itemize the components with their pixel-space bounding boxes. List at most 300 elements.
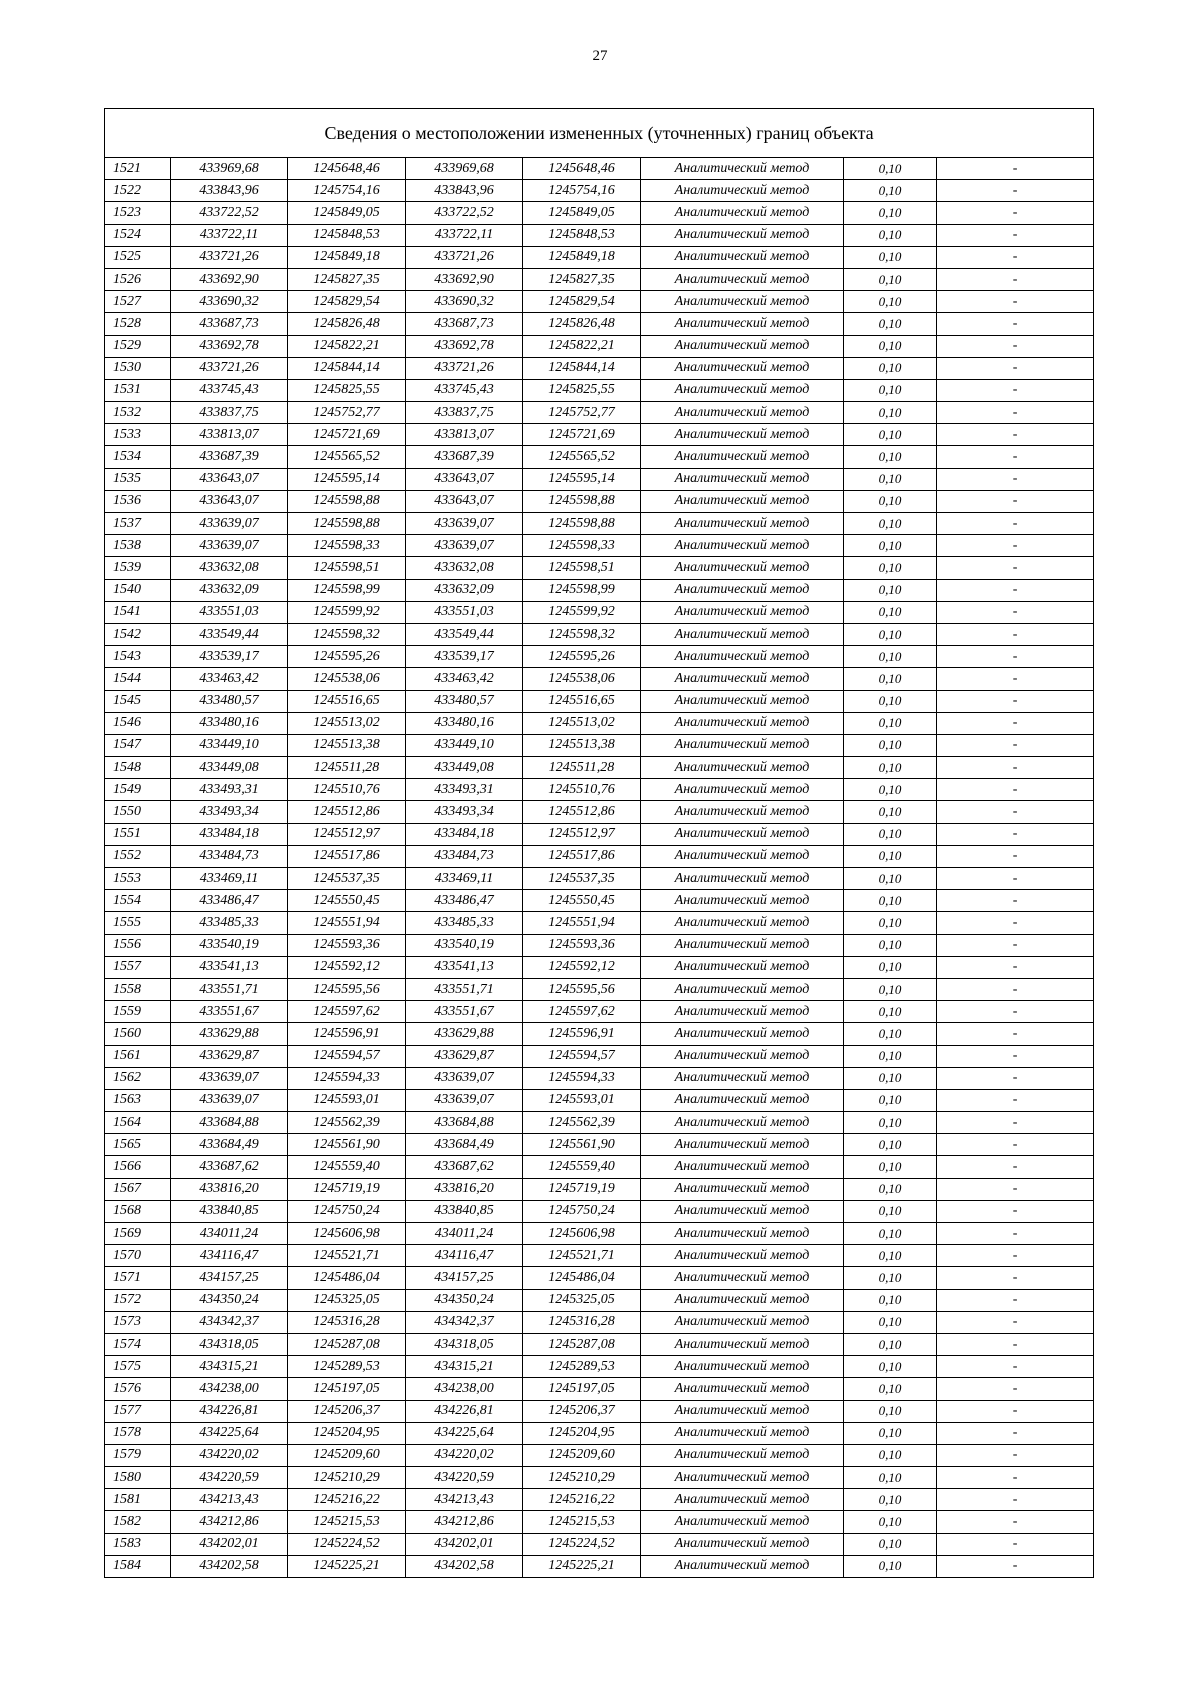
- cell-y-existing: 1245849,05: [288, 202, 406, 224]
- cell-y-existing: 1245550,45: [288, 890, 406, 912]
- cell-description: -: [937, 757, 1094, 779]
- table-row: [105, 1378, 1094, 1400]
- cell-x-existing: 434342,37: [171, 1311, 288, 1333]
- cell-precision: 0,10: [844, 845, 937, 867]
- cell-precision: 0,10: [844, 623, 937, 645]
- cell-method: Аналитический метод: [641, 1422, 844, 1444]
- table-row: [105, 779, 1094, 801]
- cell-y-existing: 1245829,54: [288, 291, 406, 313]
- cell-y-new: 1245287,08: [523, 1333, 641, 1355]
- cell-description: -: [937, 158, 1094, 180]
- cell-method: Аналитический метод: [641, 335, 844, 357]
- cell-x-new: 433722,11: [406, 224, 523, 246]
- cell-precision: 0,10: [844, 1467, 937, 1489]
- cell-y-existing: 1245593,01: [288, 1089, 406, 1111]
- cell-precision: 0,10: [844, 668, 937, 690]
- cell-x-existing: 434157,25: [171, 1267, 288, 1289]
- cell-method: Аналитический метод: [641, 1178, 844, 1200]
- cell-description: -: [937, 313, 1094, 335]
- cell-precision: 0,10: [844, 601, 937, 623]
- cell-x-existing: 433684,49: [171, 1134, 288, 1156]
- cell-y-new: 1245597,62: [523, 1001, 641, 1023]
- cell-x-existing: 433629,88: [171, 1023, 288, 1045]
- cell-y-existing: 1245225,21: [288, 1555, 406, 1577]
- cell-method: Аналитический метод: [641, 1089, 844, 1111]
- cell-y-new: 1245513,38: [523, 734, 641, 756]
- cell-description: -: [937, 1378, 1094, 1400]
- cell-method: Аналитический метод: [641, 668, 844, 690]
- cell-method: Аналитический метод: [641, 890, 844, 912]
- table-row: [105, 357, 1094, 379]
- cell-description: -: [937, 845, 1094, 867]
- cell-x-new: 434011,24: [406, 1223, 523, 1245]
- cell-description: -: [937, 1045, 1094, 1067]
- cell-y-existing: 1245216,22: [288, 1489, 406, 1511]
- cell-x-existing: 433840,85: [171, 1200, 288, 1222]
- cell-point-number: 1570: [105, 1245, 171, 1267]
- cell-description: -: [937, 1067, 1094, 1089]
- cell-method: Аналитический метод: [641, 557, 844, 579]
- cell-precision: 0,10: [844, 1045, 937, 1067]
- cell-point-number: 1533: [105, 424, 171, 446]
- table-row: [105, 734, 1094, 756]
- cell-y-existing: 1245512,86: [288, 801, 406, 823]
- cell-x-existing: 433684,88: [171, 1112, 288, 1134]
- cell-x-existing: 433687,39: [171, 446, 288, 468]
- cell-x-existing: 434220,59: [171, 1467, 288, 1489]
- cell-precision: 0,10: [844, 291, 937, 313]
- cell-description: -: [937, 1112, 1094, 1134]
- cell-x-existing: 433485,33: [171, 912, 288, 934]
- cell-y-existing: 1245510,76: [288, 779, 406, 801]
- cell-point-number: 1527: [105, 291, 171, 313]
- cell-y-new: 1245197,05: [523, 1378, 641, 1400]
- cell-method: Аналитический метод: [641, 490, 844, 512]
- cell-description: -: [937, 357, 1094, 379]
- boundary-table-container: [104, 108, 1093, 1578]
- cell-point-number: 1547: [105, 734, 171, 756]
- cell-x-new: 434350,24: [406, 1289, 523, 1311]
- cell-y-new: 1245844,14: [523, 357, 641, 379]
- cell-y-new: 1245521,71: [523, 1245, 641, 1267]
- cell-point-number: 1562: [105, 1067, 171, 1089]
- table-row: [105, 468, 1094, 490]
- cell-y-new: 1245594,33: [523, 1067, 641, 1089]
- cell-y-new: 1245517,86: [523, 845, 641, 867]
- cell-x-new: 433632,08: [406, 557, 523, 579]
- cell-y-new: 1245550,45: [523, 890, 641, 912]
- cell-point-number: 1573: [105, 1311, 171, 1333]
- cell-precision: 0,10: [844, 424, 937, 446]
- cell-point-number: 1583: [105, 1533, 171, 1555]
- cell-point-number: 1522: [105, 180, 171, 202]
- cell-y-new: 1245215,53: [523, 1511, 641, 1533]
- cell-x-existing: 433687,73: [171, 313, 288, 335]
- cell-point-number: 1566: [105, 1156, 171, 1178]
- table-row: [105, 690, 1094, 712]
- cell-y-new: 1245206,37: [523, 1400, 641, 1422]
- cell-y-new: 1245750,24: [523, 1200, 641, 1222]
- cell-y-new: 1245849,18: [523, 246, 641, 268]
- cell-point-number: 1553: [105, 868, 171, 890]
- cell-x-new: 433687,73: [406, 313, 523, 335]
- cell-point-number: 1549: [105, 779, 171, 801]
- cell-x-new: 433639,07: [406, 1089, 523, 1111]
- cell-x-existing: 433469,11: [171, 868, 288, 890]
- cell-point-number: 1563: [105, 1089, 171, 1111]
- table-title: Сведения о местоположении измененных (уточненных) границ объекта: [105, 109, 1094, 158]
- cell-method: Аналитический метод: [641, 158, 844, 180]
- cell-precision: 0,10: [844, 313, 937, 335]
- cell-x-existing: 433690,32: [171, 291, 288, 313]
- cell-precision: 0,10: [844, 402, 937, 424]
- cell-x-new: 433643,07: [406, 490, 523, 512]
- cell-point-number: 1525: [105, 246, 171, 268]
- cell-point-number: 1550: [105, 801, 171, 823]
- cell-point-number: 1523: [105, 202, 171, 224]
- table-row: [105, 490, 1094, 512]
- cell-precision: 0,10: [844, 158, 937, 180]
- cell-method: Аналитический метод: [641, 1333, 844, 1355]
- cell-description: -: [937, 513, 1094, 535]
- cell-x-existing: 433449,10: [171, 734, 288, 756]
- cell-x-new: 433816,20: [406, 1178, 523, 1200]
- cell-description: -: [937, 868, 1094, 890]
- cell-y-new: 1245551,94: [523, 912, 641, 934]
- cell-y-new: 1245559,40: [523, 1156, 641, 1178]
- cell-precision: 0,10: [844, 1333, 937, 1355]
- cell-y-existing: 1245606,98: [288, 1223, 406, 1245]
- cell-y-new: 1245825,55: [523, 379, 641, 401]
- cell-description: -: [937, 224, 1094, 246]
- cell-method: Аналитический метод: [641, 978, 844, 1000]
- cell-y-existing: 1245538,06: [288, 668, 406, 690]
- cell-precision: 0,10: [844, 202, 937, 224]
- cell-x-new: 434342,37: [406, 1311, 523, 1333]
- cell-method: Аналитический метод: [641, 845, 844, 867]
- cell-precision: 0,10: [844, 1356, 937, 1378]
- table-row: [105, 513, 1094, 535]
- cell-y-existing: 1245754,16: [288, 180, 406, 202]
- table-row: [105, 978, 1094, 1000]
- cell-method: Аналитический метод: [641, 934, 844, 956]
- cell-method: Аналитический метод: [641, 1555, 844, 1577]
- table-row: [105, 1267, 1094, 1289]
- cell-point-number: 1577: [105, 1400, 171, 1422]
- cell-y-existing: 1245822,21: [288, 335, 406, 357]
- table-row: [105, 579, 1094, 601]
- cell-precision: 0,10: [844, 1289, 937, 1311]
- cell-point-number: 1554: [105, 890, 171, 912]
- cell-x-existing: 433722,11: [171, 224, 288, 246]
- cell-description: -: [937, 1356, 1094, 1378]
- cell-x-existing: 433551,03: [171, 601, 288, 623]
- cell-precision: 0,10: [844, 224, 937, 246]
- cell-x-existing: 434350,24: [171, 1289, 288, 1311]
- cell-description: -: [937, 535, 1094, 557]
- cell-method: Аналитический метод: [641, 202, 844, 224]
- cell-y-new: 1245316,28: [523, 1311, 641, 1333]
- cell-y-new: 1245598,99: [523, 579, 641, 601]
- cell-method: Аналитический метод: [641, 357, 844, 379]
- table-row: [105, 202, 1094, 224]
- cell-x-existing: 433722,52: [171, 202, 288, 224]
- cell-precision: 0,10: [844, 823, 937, 845]
- cell-y-existing: 1245598,99: [288, 579, 406, 601]
- cell-y-existing: 1245316,28: [288, 1311, 406, 1333]
- cell-y-new: 1245565,52: [523, 446, 641, 468]
- cell-x-new: 433539,17: [406, 646, 523, 668]
- cell-y-existing: 1245521,71: [288, 1245, 406, 1267]
- cell-y-existing: 1245287,08: [288, 1333, 406, 1355]
- table-row: [105, 535, 1094, 557]
- cell-precision: 0,10: [844, 446, 937, 468]
- cell-precision: 0,10: [844, 1001, 937, 1023]
- cell-x-existing: 433449,08: [171, 757, 288, 779]
- cell-x-new: 433629,87: [406, 1045, 523, 1067]
- cell-y-existing: 1245551,94: [288, 912, 406, 934]
- cell-point-number: 1538: [105, 535, 171, 557]
- cell-x-existing: 434212,86: [171, 1511, 288, 1533]
- cell-point-number: 1535: [105, 468, 171, 490]
- cell-method: Аналитический метод: [641, 823, 844, 845]
- cell-y-new: 1245510,76: [523, 779, 641, 801]
- cell-x-existing: 433721,26: [171, 357, 288, 379]
- cell-x-new: 434116,47: [406, 1245, 523, 1267]
- cell-y-existing: 1245512,97: [288, 823, 406, 845]
- cell-x-new: 433551,03: [406, 601, 523, 623]
- cell-point-number: 1526: [105, 268, 171, 290]
- cell-method: Аналитический метод: [641, 601, 844, 623]
- cell-description: -: [937, 1311, 1094, 1333]
- cell-description: -: [937, 291, 1094, 313]
- cell-y-existing: 1245565,52: [288, 446, 406, 468]
- cell-x-new: 433687,39: [406, 446, 523, 468]
- cell-description: -: [937, 1333, 1094, 1355]
- cell-precision: 0,10: [844, 734, 937, 756]
- cell-description: -: [937, 779, 1094, 801]
- cell-method: Аналитический метод: [641, 1156, 844, 1178]
- cell-method: Аналитический метод: [641, 1311, 844, 1333]
- cell-x-existing: 434238,00: [171, 1378, 288, 1400]
- cell-x-new: 433639,07: [406, 513, 523, 535]
- cell-y-new: 1245593,01: [523, 1089, 641, 1111]
- cell-point-number: 1559: [105, 1001, 171, 1023]
- cell-precision: 0,10: [844, 1023, 937, 1045]
- cell-y-new: 1245512,97: [523, 823, 641, 845]
- cell-y-existing: 1245206,37: [288, 1400, 406, 1422]
- cell-x-existing: 433969,68: [171, 158, 288, 180]
- cell-point-number: 1581: [105, 1489, 171, 1511]
- cell-x-existing: 433540,19: [171, 934, 288, 956]
- cell-method: Аналитический метод: [641, 535, 844, 557]
- cell-y-new: 1245537,35: [523, 868, 641, 890]
- cell-y-new: 1245593,36: [523, 934, 641, 956]
- cell-method: Аналитический метод: [641, 1245, 844, 1267]
- cell-y-new: 1245209,60: [523, 1444, 641, 1466]
- cell-x-new: 433629,88: [406, 1023, 523, 1045]
- cell-description: -: [937, 690, 1094, 712]
- cell-y-existing: 1245752,77: [288, 402, 406, 424]
- table-row: [105, 1178, 1094, 1200]
- cell-point-number: 1575: [105, 1356, 171, 1378]
- cell-description: -: [937, 1200, 1094, 1222]
- cell-description: -: [937, 646, 1094, 668]
- cell-point-number: 1540: [105, 579, 171, 601]
- table-row: [105, 1245, 1094, 1267]
- table-row: [105, 934, 1094, 956]
- cell-precision: 0,10: [844, 801, 937, 823]
- cell-x-new: 433551,71: [406, 978, 523, 1000]
- table-row: [105, 1467, 1094, 1489]
- cell-y-new: 1245598,88: [523, 513, 641, 535]
- cell-y-new: 1245216,22: [523, 1489, 641, 1511]
- cell-point-number: 1565: [105, 1134, 171, 1156]
- cell-y-new: 1245592,12: [523, 956, 641, 978]
- cell-x-new: 433690,32: [406, 291, 523, 313]
- cell-point-number: 1530: [105, 357, 171, 379]
- cell-description: -: [937, 623, 1094, 645]
- cell-description: -: [937, 668, 1094, 690]
- cell-x-new: 433484,73: [406, 845, 523, 867]
- table-row: [105, 712, 1094, 734]
- cell-x-new: 433486,47: [406, 890, 523, 912]
- cell-point-number: 1529: [105, 335, 171, 357]
- cell-point-number: 1537: [105, 513, 171, 535]
- cell-x-new: 433692,90: [406, 268, 523, 290]
- cell-x-new: 433469,11: [406, 868, 523, 890]
- table-row: [105, 180, 1094, 202]
- cell-x-existing: 433541,13: [171, 956, 288, 978]
- cell-precision: 0,10: [844, 579, 937, 601]
- cell-method: Аналитический метод: [641, 379, 844, 401]
- cell-y-existing: 1245719,19: [288, 1178, 406, 1200]
- cell-y-existing: 1245648,46: [288, 158, 406, 180]
- cell-description: -: [937, 734, 1094, 756]
- cell-y-existing: 1245325,05: [288, 1289, 406, 1311]
- cell-method: Аналитический метод: [641, 1001, 844, 1023]
- cell-y-existing: 1245721,69: [288, 424, 406, 446]
- cell-point-number: 1576: [105, 1378, 171, 1400]
- cell-method: Аналитический метод: [641, 1467, 844, 1489]
- cell-method: Аналитический метод: [641, 446, 844, 468]
- table-row: [105, 1555, 1094, 1577]
- cell-method: Аналитический метод: [641, 402, 844, 424]
- cell-x-existing: 433539,17: [171, 646, 288, 668]
- cell-method: Аналитический метод: [641, 468, 844, 490]
- cell-method: Аналитический метод: [641, 1400, 844, 1422]
- cell-y-new: 1245598,33: [523, 535, 641, 557]
- cell-x-new: 434225,64: [406, 1422, 523, 1444]
- cell-point-number: 1564: [105, 1112, 171, 1134]
- cell-description: -: [937, 379, 1094, 401]
- cell-point-number: 1580: [105, 1467, 171, 1489]
- cell-description: -: [937, 1422, 1094, 1444]
- cell-method: Аналитический метод: [641, 1067, 844, 1089]
- cell-precision: 0,10: [844, 779, 937, 801]
- table-row: [105, 1311, 1094, 1333]
- cell-point-number: 1528: [105, 313, 171, 335]
- cell-precision: 0,10: [844, 1267, 937, 1289]
- cell-y-existing: 1245826,48: [288, 313, 406, 335]
- cell-y-existing: 1245848,53: [288, 224, 406, 246]
- cell-x-existing: 433484,73: [171, 845, 288, 867]
- cell-precision: 0,10: [844, 1067, 937, 1089]
- table-row: [105, 424, 1094, 446]
- table-row: [105, 1023, 1094, 1045]
- cell-point-number: 1545: [105, 690, 171, 712]
- cell-y-existing: 1245486,04: [288, 1267, 406, 1289]
- cell-point-number: 1568: [105, 1200, 171, 1222]
- cell-point-number: 1534: [105, 446, 171, 468]
- cell-y-new: 1245596,91: [523, 1023, 641, 1045]
- cell-y-existing: 1245598,51: [288, 557, 406, 579]
- cell-precision: 0,10: [844, 468, 937, 490]
- cell-description: -: [937, 912, 1094, 934]
- cell-y-existing: 1245595,56: [288, 978, 406, 1000]
- cell-description: -: [937, 180, 1094, 202]
- cell-precision: 0,10: [844, 1223, 937, 1245]
- cell-y-existing: 1245517,86: [288, 845, 406, 867]
- cell-precision: 0,10: [844, 535, 937, 557]
- cell-y-existing: 1245827,35: [288, 268, 406, 290]
- cell-precision: 0,10: [844, 690, 937, 712]
- cell-method: Аналитический метод: [641, 1289, 844, 1311]
- cell-y-new: 1245822,21: [523, 335, 641, 357]
- cell-y-existing: 1245516,65: [288, 690, 406, 712]
- cell-point-number: 1558: [105, 978, 171, 1000]
- cell-precision: 0,10: [844, 1489, 937, 1511]
- table-row: [105, 1489, 1094, 1511]
- cell-x-new: 433449,10: [406, 734, 523, 756]
- cell-y-existing: 1245599,92: [288, 601, 406, 623]
- cell-precision: 0,10: [844, 180, 937, 202]
- cell-x-existing: 433486,47: [171, 890, 288, 912]
- cell-precision: 0,10: [844, 912, 937, 934]
- cell-description: -: [937, 1467, 1094, 1489]
- cell-description: -: [937, 246, 1094, 268]
- cell-x-new: 433484,18: [406, 823, 523, 845]
- cell-method: Аналитический метод: [641, 1200, 844, 1222]
- cell-x-new: 433843,96: [406, 180, 523, 202]
- table-row: [105, 1400, 1094, 1422]
- cell-point-number: 1571: [105, 1267, 171, 1289]
- table-row: [105, 379, 1094, 401]
- table-row: [105, 1444, 1094, 1466]
- cell-method: Аналитический метод: [641, 1267, 844, 1289]
- cell-x-existing: 433639,07: [171, 535, 288, 557]
- table-body: [105, 158, 1094, 1578]
- cell-x-new: 433549,44: [406, 623, 523, 645]
- cell-point-number: 1531: [105, 379, 171, 401]
- cell-point-number: 1567: [105, 1178, 171, 1200]
- table-row: [105, 890, 1094, 912]
- cell-x-new: 433480,57: [406, 690, 523, 712]
- table-row: [105, 1045, 1094, 1067]
- cell-y-new: 1245561,90: [523, 1134, 641, 1156]
- cell-x-existing: 433480,57: [171, 690, 288, 712]
- cell-y-new: 1245598,32: [523, 623, 641, 645]
- cell-point-number: 1569: [105, 1223, 171, 1245]
- table-row: [105, 446, 1094, 468]
- table-row: [105, 623, 1094, 645]
- cell-y-new: 1245289,53: [523, 1356, 641, 1378]
- cell-y-new: 1245562,39: [523, 1112, 641, 1134]
- cell-y-existing: 1245849,18: [288, 246, 406, 268]
- cell-y-existing: 1245210,29: [288, 1467, 406, 1489]
- cell-x-existing: 434225,64: [171, 1422, 288, 1444]
- cell-description: -: [937, 1289, 1094, 1311]
